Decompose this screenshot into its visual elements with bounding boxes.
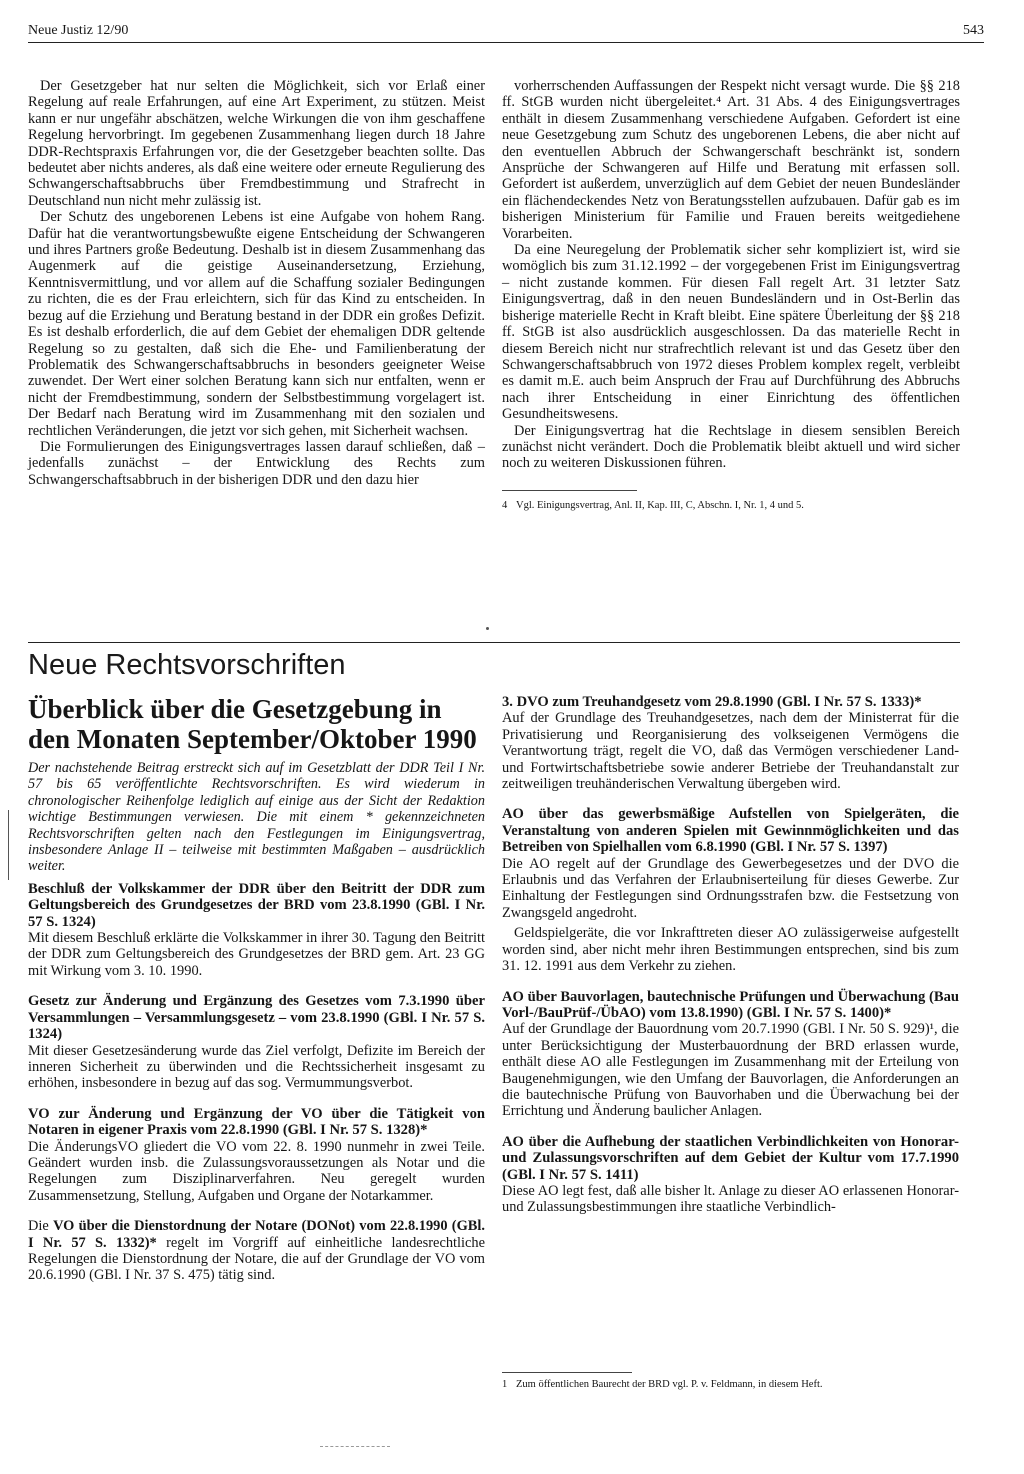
entry-body: Auf der Grundlage des Treuhandgesetzes, nach dem der Ministerrat für die Privatisierung und Reorganisierung des volkseigenen Vermögens die Verantwortung trägt, regelt die VO, daß das Vermögen verschiedener Land- und Fortwirtschaftsbetriebe sowie anderer Betriebe der Treuhandanstalt zur zeitweiligen treuhänderischen Verwaltung übergeben wird. bbox=[502, 710, 959, 793]
bottom-left-column bbox=[28, 694, 485, 1298]
footnote bbox=[502, 499, 960, 512]
entry-heading: AO über die Aufhebung der staatlichen Verbindlichkeiten von Honorar- und Zulassungsvorschriften auf dem Gebiet der Kultur vom 17.7.1990 (GBl. I Nr. 57 S. 1411) bbox=[502, 1133, 959, 1183]
section-title: Neue Rechtsvorschriften bbox=[28, 649, 346, 681]
section-divider bbox=[28, 642, 960, 643]
law-entry bbox=[28, 881, 485, 979]
entry-heading: 3. DVO zum Treuhandgesetz vom 29.8.1990 (GBl. I Nr. 57 S. 1333)* bbox=[502, 694, 922, 710]
footnote-text: Zum öffentlichen Baurecht der BRD vgl. P. v. Feldmann, in diesem Heft. bbox=[516, 1379, 823, 1390]
law-entry bbox=[502, 694, 959, 792]
entry-body: Die AO regelt auf der Grundlage des Gewerbegesetzes und der DVO die Erlaubnis und das Verfahren der Erlaubniserteilung für dieses Gewerbe. Zur Einhaltung der Festlegungen sind Ordnungsstrafen bzw. die Festsetzung von Zwangsgeld angedroht. bbox=[502, 855, 959, 921]
paragraph: Der Gesetzgeber hat nur selten die Möglichkeit, sich vor Erlaß einer Regelung auf reale Erfahrungen, auf eine Art Experiment, zu stützen. Meist kann er nur ungefähr abschätzen, welche Wirkungen die von ihm geschaffene Regelung hervorbringt. Im gegebenen Zusammenhang liegen durch 18 Jahre DDR-Rechtspraxis Erfahrungen vor, die der Gesetzgeber beachten sollte. Das bedeutet aber nichts anderes, als daß eine weitere oder erneute Regulierung des Schwangerschaftsabbruchs über Fremdbestimmung und Strafrecht in Deutschland nun nicht mehr zulässig ist. bbox=[28, 78, 485, 209]
footnote-number: 4 bbox=[502, 499, 508, 511]
entry-body-continued: Geldspielgeräte, die vor Inkrafttreten dieser AO zulässigerweise aufgestellt worden sind, aber nicht mehr ihren Bestimmungen entsprechen, sind bis zum 31. 12. 1991 aus dem Verkehr zu ziehen. bbox=[502, 925, 959, 975]
top-left-column bbox=[28, 78, 485, 488]
law-entry bbox=[502, 806, 959, 974]
footnote-rule bbox=[502, 490, 637, 491]
article-title: Überblick über die Gesetzgebung in den Monaten September/Oktober 1990 bbox=[28, 694, 477, 754]
entry-pre: Die bbox=[28, 1218, 54, 1235]
entry-body: Mit diesem Beschluß erklärte die Volkskammer in ihrer 30. Tagung den Beitritt der DDR zum Geltungsbereich des Grundgesetzes der BRD gem. Art. 23 GG mit Wirkung vom 3. 10. 1990. bbox=[28, 930, 485, 979]
paragraph: Der Schutz des ungeborenen Lebens ist eine Aufgabe von hohem Rang. Dafür hat die verantwortungsbewußte eigene Entscheidung der Schwangeren und ihres Partners große Bedeutung. Deshalb ist in diesem Zusammenhang das Augenmerk auf die geistige Auseinandersetzung, Erziehung, Kenntnisvermittlung, und vor allem auf die Schaffung sozialer Bedingungen zu richten, die es der Frau erleichtern, sich für das Kind zu entscheiden. In bezug auf die Erziehung und Beratung bestand in der DDR ein großes Defizit. Es ist deshalb erforderlich, die auf dem Gebiet der ehemaligen DDR geltende Regelung so zu gestalten, daß sich die Ehe- und Familienberatung der Problematik des Schwangerschaftsabbruchs in besonders geeigneter Weise zuwendet. Der Wert einer solchen Beratung kann sich nur entfalten, wenn er nicht der Fremdbestimmung, sondern der Selbstbestimmung vorgelagert ist. Der Bedarf nach Beratung wird im Zusammenhang mit den sozialen und rechtlichen Veränderungen, die jetzt vor sich gehen, mit Sicherheit wachsen. bbox=[28, 209, 485, 439]
entry-heading: AO über Bauvorlagen, bautechnische Prüfungen und Überwachung (Bau Vorl-/BauPrüf-/ÜbAO) vom 13.8.1990) (GBl. I Nr. 57 S. 1400)* bbox=[502, 988, 959, 1021]
entry-heading: AO über das gewerbsmäßige Aufstellen von Spielgeräten, die Veranstaltung von anderen Spielen mit Gewinnmöglichkeiten und das Betreiben von Spielhallen vom 6.8.1990 (GBl. I Nr. 57 S. 1397) bbox=[502, 806, 959, 856]
entry-heading: Gesetz zur Änderung und Ergänzung des Gesetzes vom 7.3.1990 über Versammlungen – Versammlungsgesetz – vom 23.8.1990 (GBl. I Nr. 57 S. 1324) bbox=[28, 993, 485, 1043]
law-entry bbox=[28, 1218, 485, 1284]
law-entry bbox=[502, 989, 959, 1120]
footnote-number: 1 bbox=[502, 1379, 508, 1390]
entry-heading: VO zur Änderung und Ergänzung der VO über die Tätigkeit von Notaren in eigener Praxis vom 22.8.1990 (GBl. I Nr. 57 S. 1328)* bbox=[28, 1105, 485, 1139]
law-entry bbox=[502, 1134, 959, 1216]
entry-body: Auf der Grundlage der Bauordnung vom 20.7.1990 (GBl. I Nr. 50 S. 929)¹, die unter Berücksichtigung der Musterbauordnung der BRD erlassen wurde, enthält diese AO alle Festlegungen im Zusammenhang mit der Erteilung von Baugenehmigungen, wie den Umfang der Bauvorlagen, die Anforderungen an die bautechnische Prüfung von Bauvorhaben und die Überwachung bei der Errichtung und Änderung baulicher Anlagen. bbox=[502, 1021, 959, 1120]
margin-mark bbox=[8, 810, 19, 880]
law-entry bbox=[28, 993, 485, 1091]
law-entry bbox=[28, 1106, 485, 1204]
footnote-rule bbox=[502, 1372, 632, 1373]
running-header bbox=[28, 20, 984, 43]
entry-body: Die ÄnderungsVO gliedert die VO vom 22. 8. 1990 nunmehr in zwei Teile. Geändert wurden insb. die Zulassungsvoraussetzungen als Notar und die Regelungen zum Disziplinarverfahren. Neu geregelt wurden Zusammensetzung, Stellung, Aufgaben und Organe der Notarkammer. bbox=[28, 1138, 485, 1204]
entry-inline bbox=[28, 1218, 485, 1284]
entry-post: regelt im Vorgriff auf einheitliche landesrechtliche Regelungen die Dienstordnung der Notare, die auf der Grundlage der VO vom 20.6.1990 (GBl. I Nr. 37 S. 475) tätig sind. bbox=[28, 1234, 485, 1284]
entry-body: Diese AO legt fest, daß alle bisher lt. Anlage zu dieser AO erlassenen Honorar- und Zulassungsbestimmungen ihre staatliche Verbindlich- bbox=[502, 1182, 959, 1216]
paragraph: Der Einigungsvertrag hat die Rechtslage in diesem sensiblen Bereich zunächst nicht verändert. Doch die Problematik bleibt aktuell und wird sicher noch zu weiteren Diskussionen führen. bbox=[502, 422, 960, 472]
footnote-text: Vgl. Einigungsvertrag, Anl. II, Kap. III, C, Abschn. I, Nr. 1, 4 und 5. bbox=[516, 499, 804, 511]
footnote bbox=[502, 1378, 959, 1391]
divider-dot bbox=[486, 627, 489, 630]
paragraph: vorherrschenden Auffassungen der Respekt nicht versagt wurde. Die §§ 218 ff. StGB wurden nicht übergeleitet.⁴ Art. 31 Abs. 4 des Einigungsvertrages enthält in diesem Zusammenhang verschiedene Aufgaben. Gefordert ist eine neue Gesetzgebung zum Schutz des ungeborenen Lebens, die aber nicht auf den eventuellen Abbruch der Schwangerschaft beschränkt ist, sondern Ansprüche der Schwangeren auf Hilfe und Beratung mit erfassen soll. Gefordert ist außerdem, unverzüglich auf dem Gebiet der neuen Bundesländer ein flächendeckendes Netz von Beratungsstellen aufzubauen. Dafür gab es im bisherigen Ministerium für Familie und Frauen bereits weitgediehene Vorarbeiten. bbox=[502, 78, 960, 242]
entry-body: Mit dieser Gesetzesänderung wurde das Ziel verfolgt, Defizite im Bereich der inneren Sicherheit zu überwinden und die Rechtssicherheit insgesamt zu erhöhen, insbesondere in bezug auf das sog. Vermummungsverbot. bbox=[28, 1042, 485, 1092]
journal-issue: Neue Justiz 12/90 bbox=[28, 23, 129, 38]
bottom-right-column bbox=[502, 694, 959, 1230]
top-right-column bbox=[502, 78, 960, 512]
paragraph: Die Formulierungen des Einigungsvertrages lassen darauf schließen, daß – jedenfalls zunächst – der Entwicklung des Rechts zum Schwangerschaftsabbruch in der bisherigen DDR und den dazu hier bbox=[28, 438, 485, 488]
entry-inline-heading: VO über die Dienstordnung der Notare (DONot) vom 22.8.1990 (GBl. I Nr. 57 S. 1332)* bbox=[28, 1218, 485, 1251]
article-intro: Der nachstehende Beitrag erstreckt sich auf im Gesetzblatt der DDR Teil I Nr. 57 bis 65 veröffentlichte Rechtsvorschriften. Es wird wiederum in chronologischer Reihenfolge lediglich auf einige aus der Sicht der Redaktion wichtige Bestimmungen verwiesen. Die mit einem * gekennzeichneten Rechtsvorschriften gelten nach den Festlegungen im Einigungsvertrag, insbesondere Anlage II – teilweise mit bestimmten Maßgaben – ausdrücklich weiter. bbox=[28, 760, 485, 875]
paragraph: Da eine Neuregelung der Problematik sicher sehr kompliziert ist, wird sie womöglich bis zum 31.12.1992 – der vorgegebenen Frist im Einigungsvertrag – nicht zustande kommen. Für diesen Fall regelt Art. 31 letzter Satz Einigungsvertrag, daß in den neuen Bundesländern und in Ost-Berlin das bisherige materielle Recht in Kraft bleibt. Eine spätere Überleitung der §§ 218 ff. StGB ist also ausdrücklich ausgeschlossen. Da das materielle Recht in diesem Bereich nicht nur strafrechtlich relevant ist und das Gesetz über den Schwangerschaftsabbruch von 1972 dieses Problem komplex regelt, verbleibt es damit m.E. auch beim Anspruch der Frau auf Durchführung des Abbruchs nach ihrer Entscheidung in einer Einrichtung des öffentlichen Gesundheitswesens. bbox=[502, 242, 960, 423]
page-number: 543 bbox=[963, 23, 984, 38]
entry-heading: Beschluß der Volkskammer der DDR über den Beitritt der DDR zum Geltungsbereich des Grundgesetzes der BRD vom 23.8.1990 (GBl. I Nr. 57 S. 1324) bbox=[28, 880, 485, 930]
scan-artifact bbox=[320, 1446, 390, 1449]
